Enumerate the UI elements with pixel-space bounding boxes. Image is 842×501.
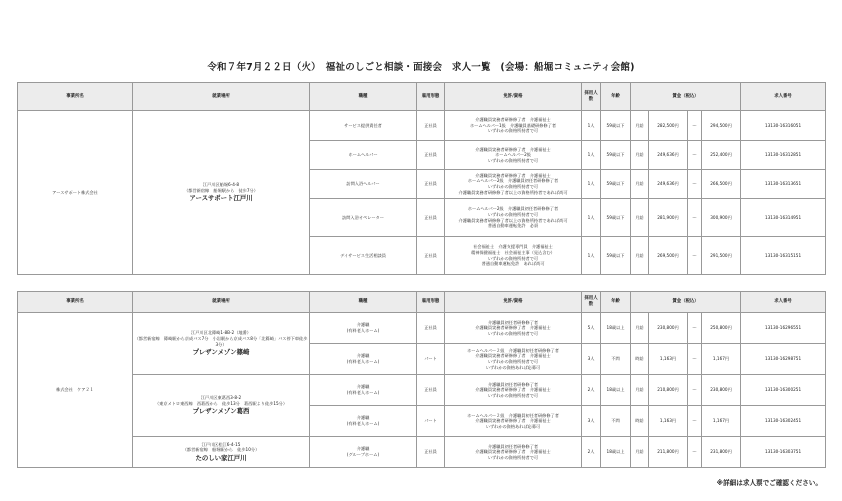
wage-tilde: ～ (688, 199, 702, 237)
job-cell (310, 199, 417, 237)
license-line: 介護職員初任者研修修了者 (487, 443, 539, 449)
job-title: 介護職 (356, 384, 370, 390)
license-cell (445, 437, 582, 468)
wage-min: 1,163円 (649, 406, 688, 437)
job-cell (310, 170, 417, 199)
company-name: アースサポート株式会社 (18, 111, 133, 275)
header-license: 免許/資格 (445, 292, 582, 313)
age-requirement: 59歳以下 (601, 111, 631, 141)
wage-tilde: ～ (688, 437, 702, 468)
workplace-cell (133, 437, 310, 468)
wage-min: 269,500円 (649, 237, 688, 275)
employment-type: 正社員 (417, 437, 445, 468)
wage-tilde: ～ (688, 406, 702, 437)
license-line: いずれかの資格所持者で可 (487, 330, 539, 336)
table-header-row (18, 292, 826, 313)
workplace-address: 江戸川区北篠崎1-8B-2（地番） (191, 330, 251, 336)
workplace-access: （東京メトロ東西線 西葛西から 徒歩13分 葛西駅より徒歩15分） (154, 400, 288, 406)
job-number: 13130-16298751 (741, 344, 826, 375)
wage-tilde: ～ (688, 313, 702, 344)
workplace-name: アースサポート江戸川 (189, 194, 253, 203)
license-line: 介護職員実務者研修修了者以上の資格所持者であれば尚可 (458, 217, 568, 223)
job-title: 介護職 (356, 322, 370, 328)
workplace-cell (133, 313, 310, 375)
header-age: 年齢 (601, 292, 631, 313)
wage-type: 月給 (631, 111, 649, 141)
table-row (18, 111, 826, 141)
job-number: 13130-16303751 (741, 437, 826, 468)
job-title: 介護職 (356, 446, 370, 452)
license-line: いずれかの資格所持者で可 (487, 392, 539, 398)
wage-max: 1,167円 (702, 344, 741, 375)
wage-min: 249,636円 (649, 141, 688, 170)
license-cell (445, 111, 582, 141)
job-cell (310, 437, 417, 468)
job-subtitle: (有料老人ホーム) (346, 328, 380, 333)
license-line: 介護職員実務者研修修了者以上の資格所持者であれば尚可 (458, 189, 568, 195)
license-line: ホームヘルパー1級 介護職員基礎研修修了者 (469, 122, 557, 128)
age-requirement: 18歳以上 (601, 313, 631, 344)
header-company: 事業所名 (18, 83, 133, 111)
job-number: 13130-16315151 (741, 237, 826, 275)
wage-type: 月給 (631, 199, 649, 237)
license-line: 介護職員実務者研修修了者 介護福祉士 (475, 353, 551, 359)
wage-max: 291,500円 (702, 237, 741, 275)
header-emp: 雇用形態 (417, 292, 445, 313)
license-cell (445, 375, 582, 406)
job-number: 13130-16300251 (741, 375, 826, 406)
header-job: 職種 (310, 292, 417, 313)
workplace-access: （都営新宿線 船堀駅から 徒歩10分） (182, 447, 260, 453)
job-table-1 (17, 82, 826, 275)
wage-min: 1,163円 (649, 344, 688, 375)
job-title: ホームヘルパー (348, 152, 378, 158)
header-emp: 雇用形態 (417, 83, 445, 111)
wage-type: 月給 (631, 313, 649, 344)
license-line: いずれかの資格所持者で可 (487, 454, 539, 460)
hires-count: 1人 (582, 170, 601, 199)
wage-max: 300,900円 (702, 199, 741, 237)
wage-max: 266,500円 (702, 170, 741, 199)
header-age: 年齢 (601, 83, 631, 111)
wage-type: 月給 (631, 141, 649, 170)
license-line: 社会福祉士 介護支援専門員 介護福祉士 (473, 244, 553, 250)
header-hires: 採用人数 (582, 292, 601, 313)
job-number: 13130-16312851 (741, 141, 826, 170)
license-line: いずれかの資格所持者で可 (487, 128, 539, 134)
job-subtitle: (グループホーム) (346, 452, 380, 457)
header-workplace: 就業場所 (133, 292, 310, 313)
wage-max: 294,500円 (702, 111, 741, 141)
license-line: いずれかの資格あれば応募可 (485, 423, 541, 429)
wage-min: 281,900円 (649, 199, 688, 237)
age-requirement: 59歳以下 (601, 170, 631, 199)
license-cell (445, 344, 582, 375)
employment-type: パート (417, 344, 445, 375)
job-cell (310, 237, 417, 275)
job-title: サービス提供責任者 (344, 122, 382, 128)
job-cell (310, 141, 417, 170)
employment-type: 正社員 (417, 313, 445, 344)
license-cell (445, 406, 582, 437)
wage-type: 月給 (631, 170, 649, 199)
license-cell (445, 237, 582, 275)
license-line: いずれかの資格所持者で可 (487, 157, 539, 163)
wage-max: 230,800円 (702, 375, 741, 406)
license-line: 普通自動車運転免許 必須 (487, 223, 539, 229)
header-workplace: 就業場所 (133, 83, 310, 111)
wage-type: 月給 (631, 437, 649, 468)
license-line: 普通自動車運転免許 あれば尚可 (481, 261, 545, 267)
license-line: 介護職員実務者研修修了者 介護福祉士 (475, 387, 551, 393)
employment-type: 正社員 (417, 170, 445, 199)
job-subtitle: (有料老人ホーム) (346, 421, 380, 426)
workplace-access: （都営新宿線 篠崎駅から京成バス7分 小岩駅から京成バス8分「北篠崎」バス停下車徒歩3分） (134, 336, 308, 347)
job-cell (310, 313, 417, 344)
header-hires: 採用人数 (582, 83, 601, 111)
workplace-access: （都営新宿線 船堀駅から 徒歩7分） (184, 187, 258, 193)
header-license: 免許/資格 (445, 83, 582, 111)
license-line: 介護職員実務者研修修了者 介護福祉士 (475, 449, 551, 455)
company-name: 株式会社 ケア２１ (18, 313, 133, 468)
job-title: 介護職 (356, 415, 370, 421)
wage-min: 230,800円 (649, 313, 688, 344)
hires-count: 2人 (582, 375, 601, 406)
hires-count: 3人 (582, 406, 601, 437)
header-wage: 賃金（税込） (631, 83, 741, 111)
header-number: 求人番号 (741, 292, 826, 313)
table-row (18, 375, 826, 406)
wage-max: 1,167円 (702, 406, 741, 437)
license-line: 介護職員実務者研修修了者 介護福祉士 (475, 146, 551, 152)
license-line: ホームヘルパー２級 介護職員初任者研修修了者 (467, 412, 559, 418)
job-subtitle: (有料老人ホーム) (346, 359, 380, 364)
license-cell (445, 199, 582, 237)
hires-count: 3人 (582, 344, 601, 375)
wage-tilde: ～ (688, 237, 702, 275)
workplace-address: 江戸川区松江6-4-15 (201, 441, 241, 447)
employment-type: 正社員 (417, 199, 445, 237)
workplace-address: 江戸川区船堀6-4-8 (202, 182, 240, 188)
workplace-name: プレザンメゾン篠崎 (192, 348, 250, 357)
job-title: 訪問入浴オペレーター (342, 214, 384, 220)
header-wage: 賃金（税込） (631, 292, 741, 313)
employment-type: 正社員 (417, 375, 445, 406)
license-line: ホームヘルパー2級 (495, 152, 531, 158)
table-header-row (18, 83, 826, 111)
hires-count: 1人 (582, 111, 601, 141)
age-requirement: 18歳以上 (601, 437, 631, 468)
wage-tilde: ～ (688, 375, 702, 406)
footnote: ※詳細は求人票でご確認ください。 (716, 479, 822, 487)
header-company: 事業所名 (18, 292, 133, 313)
age-requirement: 59歳以下 (601, 199, 631, 237)
hires-count: 5人 (582, 313, 601, 344)
hires-count: 2人 (582, 437, 601, 468)
table-row (18, 437, 826, 468)
license-line: ホームヘルパー2級 介護職員初任者研修修了者 (467, 206, 559, 212)
wage-tilde: ～ (688, 344, 702, 375)
license-cell (445, 141, 582, 170)
job-table-2 (17, 291, 826, 468)
wage-min: 282,500円 (649, 111, 688, 141)
wage-type: 月給 (631, 375, 649, 406)
license-line: いずれかの資格所持者で可 (487, 184, 539, 189)
job-number: 13130-16313651 (741, 170, 826, 199)
job-number: 13130-16302451 (741, 406, 826, 437)
wage-type: 時給 (631, 406, 649, 437)
license-line: いずれかの資格あれば応募可 (485, 364, 541, 370)
wage-min: 210,800円 (649, 375, 688, 406)
license-cell (445, 313, 582, 344)
workplace-cell (133, 111, 310, 275)
job-title: 訪問入浴ヘルパー (346, 181, 380, 187)
age-requirement: 不問 (601, 344, 631, 375)
employment-type: 正社員 (417, 237, 445, 275)
wage-type: 月給 (631, 237, 649, 275)
license-line: 介護職員実務者研修修了者 介護福祉士 (475, 325, 551, 331)
workplace-name: たのしい家江戸川 (195, 453, 247, 462)
age-requirement: 59歳以下 (601, 141, 631, 170)
job-cell (310, 344, 417, 375)
license-line: いずれかの資格所持者で可 (487, 211, 539, 217)
license-line: ホームヘルパー２級 介護職員初任者研修修了者 (467, 347, 559, 353)
wage-tilde: ～ (688, 111, 702, 141)
license-line: 精神保健福祉士 社会福祉主事（見込含む） (471, 249, 555, 255)
header-job: 職種 (310, 83, 417, 111)
wage-min: 249,636円 (649, 170, 688, 199)
license-line: 介護職員初任者研修修了者 (487, 381, 539, 387)
age-requirement: 18歳以上 (601, 375, 631, 406)
job-cell (310, 375, 417, 406)
wage-max: 252,400円 (702, 141, 741, 170)
hires-count: 1人 (582, 199, 601, 237)
employment-type: 正社員 (417, 141, 445, 170)
license-line: 介護職員実務者研修修了者 介護福祉士 (475, 117, 551, 123)
workplace-address: 江戸川区東葛西3-8-2 (200, 395, 242, 401)
wage-tilde: ～ (688, 170, 702, 199)
license-line: いずれかの資格所持者で可 (487, 359, 539, 364)
license-line: 介護職員実務者研修修了者 介護福祉士 (475, 418, 551, 424)
age-requirement: 59歳以下 (601, 237, 631, 275)
job-number: 13130-16296551 (741, 313, 826, 344)
employment-type: パート (417, 406, 445, 437)
license-line: いずれかの資格所持者で可 (487, 255, 539, 261)
wage-type: 時給 (631, 344, 649, 375)
job-number: 13130-16314951 (741, 199, 826, 237)
license-cell (445, 170, 582, 199)
workplace-name: プレザンメゾン葛西 (192, 407, 250, 416)
job-title: デイサービス生活相談員 (340, 252, 386, 258)
header-number: 求人番号 (741, 83, 826, 111)
license-line: 介護職員実務者研修修了者 介護福祉士 (475, 172, 551, 178)
job-subtitle: (有料老人ホーム) (346, 390, 380, 395)
page-title: 令和７年7月２２日（火） 福祉のしごと相談・面接会 求人一覧 (会場：船堀コミュニティ会館) (207, 62, 635, 73)
job-number: 13130-16316051 (741, 111, 826, 141)
age-requirement: 不問 (601, 406, 631, 437)
hires-count: 1人 (582, 141, 601, 170)
table-row (18, 313, 826, 344)
wage-min: 211,800円 (649, 437, 688, 468)
job-cell (310, 406, 417, 437)
job-title: 介護職 (356, 353, 370, 359)
license-line: 介護職員初任者研修修了者 (487, 319, 539, 325)
wage-tilde: ～ (688, 141, 702, 170)
job-cell (310, 111, 417, 141)
license-line: ホームヘルパー2級 介護職員初任者研修修了者 (467, 178, 559, 184)
employment-type: 正社員 (417, 111, 445, 141)
workplace-cell (133, 375, 310, 437)
wage-max: 250,800円 (702, 313, 741, 344)
hires-count: 1人 (582, 237, 601, 275)
wage-max: 231,800円 (702, 437, 741, 468)
